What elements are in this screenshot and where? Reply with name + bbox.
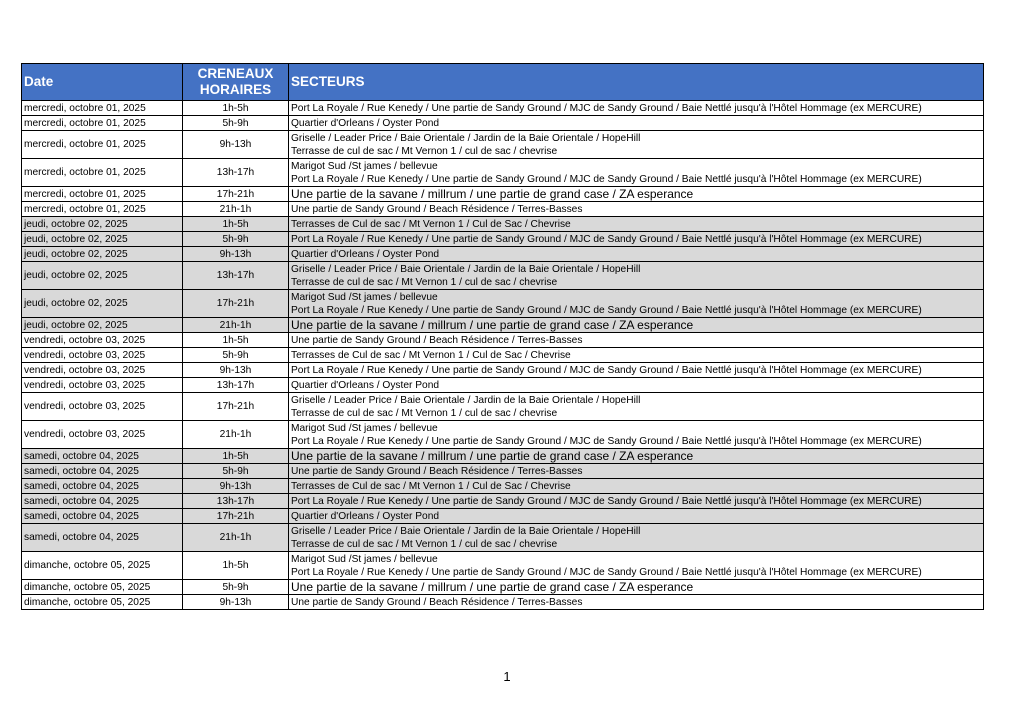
table-row [22, 464, 984, 479]
date-cell: samedi, octobre 04, 2025 [22, 464, 183, 479]
date-cell: mercredi, octobre 01, 2025 [22, 116, 183, 131]
sector-cell [289, 348, 984, 363]
time-slot-cell: 1h-5h [183, 552, 289, 580]
date-cell: dimanche, octobre 05, 2025 [22, 580, 183, 595]
table-row [22, 363, 984, 378]
sector-line: Une partie de la savane / millrum / une partie de grand case / ZA esperance [291, 186, 694, 201]
table-row [22, 202, 984, 217]
sector-line: Marigot Sud /St james / bellevue [291, 160, 438, 172]
date-cell: vendredi, octobre 03, 2025 [22, 393, 183, 421]
sector-line: Terrasse de cul de sac / Mt Vernon 1 / cul de sac / chevrise [291, 407, 558, 419]
sector-line: Une partie de Sandy Ground / Beach Résidence / Terres-Basses [291, 465, 583, 477]
table-row [22, 318, 984, 333]
table-row [22, 449, 984, 464]
sector-cell [289, 131, 984, 159]
column-header-date: Date [22, 64, 183, 101]
time-slot-cell: 9h-13h [183, 131, 289, 159]
sector-cell [289, 580, 984, 595]
date-cell: jeudi, octobre 02, 2025 [22, 318, 183, 333]
time-slot-cell: 17h-21h [183, 187, 289, 202]
table-row [22, 116, 984, 131]
time-slot-cell: 1h-5h [183, 217, 289, 232]
sector-line: Griselle / Leader Price / Baie Orientale / Jardin de la Baie Orientale / HopeHill [291, 263, 641, 275]
sector-line: Port La Royale / Rue Kenedy / Une partie de Sandy Ground / MJC de Sandy Ground / Baie Nettlé jusqu'à l'Hôtel Hommage (ex MERCURE) [291, 566, 922, 578]
sector-line: Une partie de la savane / millrum / une partie de grand case / ZA esperance [291, 317, 694, 332]
table-row [22, 290, 984, 318]
table-row [22, 494, 984, 509]
table-row [22, 580, 984, 595]
sector-line: Port La Royale / Rue Kenedy / Une partie de Sandy Ground / MJC de Sandy Ground / Baie Nettlé jusqu'à l'Hôtel Hommage (ex MERCURE) [291, 233, 922, 245]
date-cell: samedi, octobre 04, 2025 [22, 509, 183, 524]
time-slot-cell: 21h-1h [183, 524, 289, 552]
sector-cell [289, 318, 984, 333]
sector-cell [289, 262, 984, 290]
time-slot-cell: 1h-5h [183, 449, 289, 464]
sector-line: Terrasses de Cul de sac / Mt Vernon 1 / Cul de Sac / Chevrise [291, 218, 571, 230]
table-header-row [22, 64, 984, 101]
sector-line: Port La Royale / Rue Kenedy / Une partie de Sandy Ground / MJC de Sandy Ground / Baie Nettlé jusqu'à l'Hôtel Hommage (ex MERCURE) [291, 364, 922, 376]
table-row [22, 378, 984, 393]
sector-cell [289, 494, 984, 509]
date-cell: samedi, octobre 04, 2025 [22, 494, 183, 509]
table-row [22, 393, 984, 421]
time-slot-cell: 13h-17h [183, 262, 289, 290]
table-row [22, 159, 984, 187]
sector-line: Port La Royale / Rue Kenedy / Une partie de Sandy Ground / MJC de Sandy Ground / Baie Nettlé jusqu'à l'Hôtel Hommage (ex MERCURE) [291, 173, 922, 185]
table-row [22, 509, 984, 524]
sector-line: Une partie de Sandy Ground / Beach Résidence / Terres-Basses [291, 596, 583, 608]
sector-cell [289, 363, 984, 378]
date-cell: dimanche, octobre 05, 2025 [22, 595, 183, 610]
time-slot-cell: 5h-9h [183, 464, 289, 479]
time-slot-cell: 21h-1h [183, 421, 289, 449]
sector-line: Griselle / Leader Price / Baie Orientale / Jardin de la Baie Orientale / HopeHill [291, 132, 641, 144]
date-cell: mercredi, octobre 01, 2025 [22, 101, 183, 116]
sector-cell [289, 393, 984, 421]
sector-line: Quartier d'Orleans / Oyster Pond [291, 117, 440, 129]
date-cell: vendredi, octobre 03, 2025 [22, 333, 183, 348]
time-slot-cell: 13h-17h [183, 494, 289, 509]
date-cell: vendredi, octobre 03, 2025 [22, 421, 183, 449]
table-row [22, 595, 984, 610]
time-slot-cell: 9h-13h [183, 595, 289, 610]
sector-cell [289, 595, 984, 610]
sector-line: Marigot Sud /St james / bellevue [291, 553, 438, 565]
table-row [22, 217, 984, 232]
sector-cell [289, 101, 984, 116]
column-header-time-slots [183, 64, 289, 101]
column-header-sectors: SECTEURS [289, 64, 984, 101]
time-slot-cell: 13h-17h [183, 378, 289, 393]
sector-cell [289, 479, 984, 494]
table-row [22, 348, 984, 363]
sector-cell [289, 116, 984, 131]
time-slot-cell: 13h-17h [183, 159, 289, 187]
time-slot-cell: 9h-13h [183, 363, 289, 378]
table-row [22, 131, 984, 159]
sector-line: Une partie de la savane / millrum / une partie de grand case / ZA esperance [291, 579, 694, 594]
sector-cell [289, 524, 984, 552]
time-slot-cell: 5h-9h [183, 232, 289, 247]
sector-line: Une partie de Sandy Ground / Beach Résidence / Terres-Basses [291, 203, 583, 215]
table-row [22, 232, 984, 247]
sector-line: Griselle / Leader Price / Baie Orientale / Jardin de la Baie Orientale / HopeHill [291, 525, 641, 537]
sector-line: Une partie de la savane / millrum / une partie de grand case / ZA esperance [291, 448, 694, 463]
date-cell: vendredi, octobre 03, 2025 [22, 378, 183, 393]
sector-cell [289, 159, 984, 187]
date-cell: samedi, octobre 04, 2025 [22, 524, 183, 552]
sector-line: Terrasses de Cul de sac / Mt Vernon 1 / Cul de Sac / Chevrise [291, 349, 571, 361]
date-cell: mercredi, octobre 01, 2025 [22, 131, 183, 159]
sector-line: Quartier d'Orleans / Oyster Pond [291, 379, 440, 391]
date-cell: samedi, octobre 04, 2025 [22, 479, 183, 494]
sector-cell [289, 449, 984, 464]
time-slot-cell: 21h-1h [183, 318, 289, 333]
column-header-time-slots-line2: HORAIRES [199, 82, 272, 97]
sector-cell [289, 333, 984, 348]
table-row [22, 333, 984, 348]
table-row [22, 479, 984, 494]
sector-line: Quartier d'Orleans / Oyster Pond [291, 248, 440, 260]
time-slot-cell: 5h-9h [183, 348, 289, 363]
date-cell: vendredi, octobre 03, 2025 [22, 348, 183, 363]
sector-cell [289, 464, 984, 479]
time-slot-cell: 1h-5h [183, 101, 289, 116]
time-slot-cell: 5h-9h [183, 116, 289, 131]
sector-line: Port La Royale / Rue Kenedy / Une partie de Sandy Ground / MJC de Sandy Ground / Baie Nettlé jusqu'à l'Hôtel Hommage (ex MERCURE) [291, 495, 922, 507]
time-slot-cell: 21h-1h [183, 202, 289, 217]
time-slot-cell: 17h-21h [183, 509, 289, 524]
table-body [22, 101, 984, 610]
table-row [22, 524, 984, 552]
sector-line: Griselle / Leader Price / Baie Orientale / Jardin de la Baie Orientale / HopeHill [291, 394, 641, 406]
sector-line: Terrasse de cul de sac / Mt Vernon 1 / cul de sac / chevrise [291, 538, 558, 550]
date-cell: dimanche, octobre 05, 2025 [22, 552, 183, 580]
column-header-time-slots-line1: CRENEAUX [197, 66, 274, 81]
schedule-table [21, 63, 984, 610]
sector-cell [289, 202, 984, 217]
time-slot-cell: 17h-21h [183, 290, 289, 318]
table-row [22, 247, 984, 262]
sector-cell [289, 552, 984, 580]
date-cell: mercredi, octobre 01, 2025 [22, 202, 183, 217]
sector-cell [289, 232, 984, 247]
table-row [22, 552, 984, 580]
sector-cell [289, 421, 984, 449]
date-cell: mercredi, octobre 01, 2025 [22, 159, 183, 187]
time-slot-cell: 9h-13h [183, 247, 289, 262]
date-cell: vendredi, octobre 03, 2025 [22, 363, 183, 378]
sector-line: Terrasses de Cul de sac / Mt Vernon 1 / Cul de Sac / Chevrise [291, 480, 571, 492]
sector-line: Terrasse de cul de sac / Mt Vernon 1 / cul de sac / chevrise [291, 276, 558, 288]
date-cell: samedi, octobre 04, 2025 [22, 449, 183, 464]
sector-line: Marigot Sud /St james / bellevue [291, 291, 438, 303]
time-slot-cell: 9h-13h [183, 479, 289, 494]
table-row [22, 187, 984, 202]
sector-line: Quartier d'Orleans / Oyster Pond [291, 510, 440, 522]
date-cell: jeudi, octobre 02, 2025 [22, 217, 183, 232]
date-cell: jeudi, octobre 02, 2025 [22, 262, 183, 290]
sector-cell [289, 187, 984, 202]
date-cell: mercredi, octobre 01, 2025 [22, 187, 183, 202]
sector-line: Port La Royale / Rue Kenedy / Une partie de Sandy Ground / MJC de Sandy Ground / Baie Nettlé jusqu'à l'Hôtel Hommage (ex MERCURE) [291, 304, 922, 316]
sector-cell [289, 247, 984, 262]
sector-cell [289, 217, 984, 232]
date-cell: jeudi, octobre 02, 2025 [22, 232, 183, 247]
sector-cell [289, 509, 984, 524]
date-cell: jeudi, octobre 02, 2025 [22, 290, 183, 318]
table-row [22, 262, 984, 290]
sector-line: Terrasse de cul de sac / Mt Vernon 1 / cul de sac / chevrise [291, 145, 558, 157]
sector-line: Port La Royale / Rue Kenedy / Une partie de Sandy Ground / MJC de Sandy Ground / Baie Nettlé jusqu'à l'Hôtel Hommage (ex MERCURE) [291, 435, 922, 447]
table-row [22, 421, 984, 449]
sector-line: Une partie de Sandy Ground / Beach Résidence / Terres-Basses [291, 334, 583, 346]
sector-line: Marigot Sud /St james / bellevue [291, 422, 438, 434]
date-cell: jeudi, octobre 02, 2025 [22, 247, 183, 262]
time-slot-cell: 5h-9h [183, 580, 289, 595]
sector-cell [289, 290, 984, 318]
sector-cell [289, 378, 984, 393]
page-number: 1 [503, 669, 511, 684]
time-slot-cell: 17h-21h [183, 393, 289, 421]
table-row [22, 101, 984, 116]
sector-line: Port La Royale / Rue Kenedy / Une partie de Sandy Ground / MJC de Sandy Ground / Baie Nettlé jusqu'à l'Hôtel Hommage (ex MERCURE) [291, 102, 922, 114]
time-slot-cell: 1h-5h [183, 333, 289, 348]
